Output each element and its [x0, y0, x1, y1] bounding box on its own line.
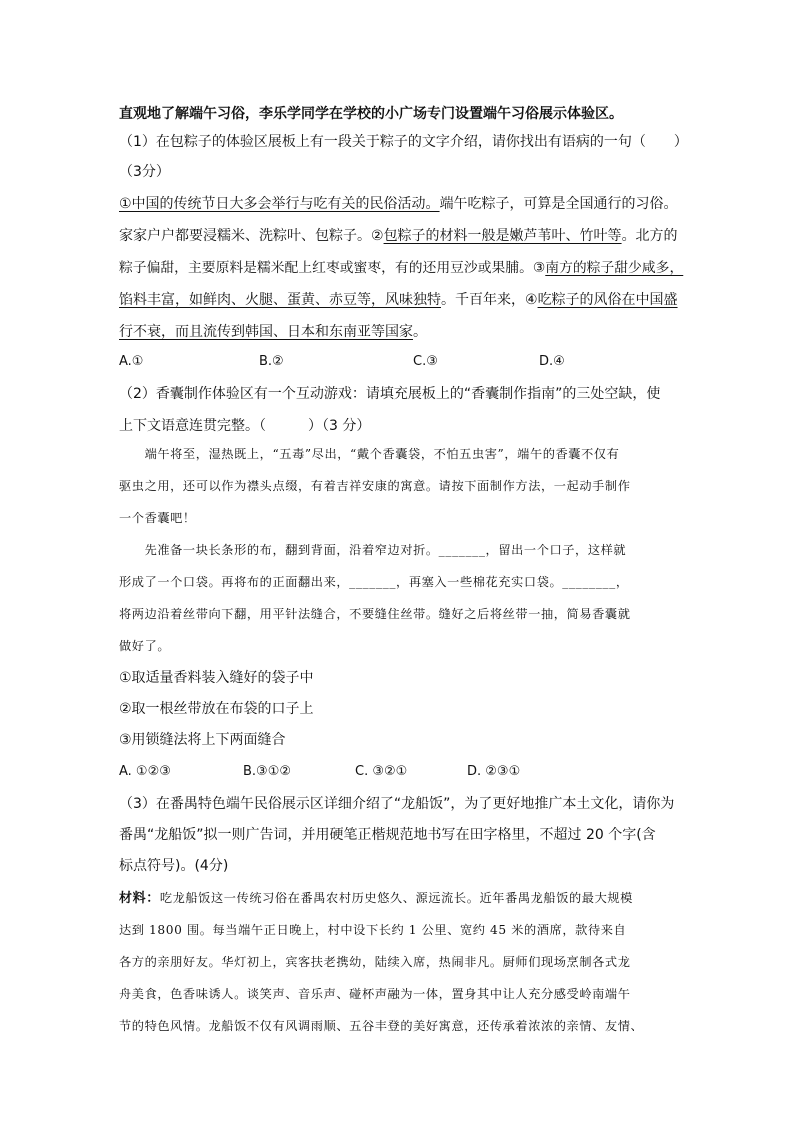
underlined-sentence-2: 包粽子的材料一般是嫩芦苇叶、竹叶等 [383, 228, 622, 244]
q2-options [119, 762, 691, 782]
q3-material-line: 节的特色风情。龙船饭不仅有风调雨顺、五谷丰登的美好寓意，还传承着浓浓的亲情、友情、 [119, 1019, 644, 1033]
material-text: 吃龙船饭这一传统习俗在番禺农村历史悠久、源远流长。近年番禺龙船饭的最大规模 [159, 891, 633, 905]
q1-option-a[interactable]: A.① [119, 354, 144, 369]
paragraph-text: 。 [413, 324, 427, 340]
q2-option-a[interactable]: A. ①②③ [119, 764, 171, 779]
q2-item-1: ①取适量香料装入缝好的袋子中 [119, 670, 314, 686]
intro-text: 直观地了解端午习俗，李乐学同学在学校的小广场专门设置端午习俗展示体验区。 [119, 106, 623, 122]
paragraph-text: 家家户户都要浸糯米、洗粽叶、包粽子。② [119, 228, 384, 244]
q2-item-2: ②取一根丝带放在布袋的口子上 [119, 701, 314, 717]
q3-stem-line3: 标点符号)。(4分) [119, 858, 229, 874]
material-label: 材料： [119, 891, 160, 906]
q1-options [119, 352, 691, 372]
q2-passage-line: 驱虫之用，还可以作为襟头点缀，有着吉祥安康的寓意。请按下面制作方法，一起动手制作 [119, 479, 631, 493]
q2-option-b[interactable]: B.③①② [243, 764, 292, 779]
q3-material-line: 舟美食，色香味诱人。谈笑声、音乐声、碰杯声融为一体，置身其中让人充分感受岭南端午 [119, 987, 631, 1001]
q2-passage-line: 一个香囊吧！ [119, 511, 196, 525]
q1-paragraph-line [119, 290, 678, 310]
paragraph-text: 粽子偏甜，主要原料是糯米配上红枣或蜜枣，有的还用豆沙或果脯。③ [119, 260, 546, 276]
q1-paragraph-line [119, 194, 678, 214]
q1-stem-line1: （1）在包粽子的体验区展板上有一段关于粽子的文字介绍，请你找出有语病的一句（ ） [119, 134, 688, 150]
underlined-sentence-4: 吃粽子的风俗在中国盛 [537, 292, 678, 308]
q2-passage-line: 将两边沿着丝带向下翻，用平针法缝合，不要缝住丝带。缝好之后将丝带一抽，简易香囊就 [119, 607, 631, 621]
paragraph-text: 。北方的 [621, 228, 678, 244]
q3-stem-line1: （3）在番禺特色端午民俗展示区详细介绍了“龙船饭”，为了更好地推广本土文化，请你为 [119, 796, 675, 812]
paragraph-text: 端午吃粽子，可算是全国通行的习俗。 [439, 196, 678, 212]
q1-paragraph-line [119, 258, 683, 278]
q1-paragraph-line [119, 322, 427, 342]
q1-paragraph-line [119, 226, 678, 246]
q3-material-line: 各方的亲朋好友。华灯初上，宾客扶老携幼，陆续入席，热闹非凡。厨师们现场烹制各式龙 [119, 955, 631, 969]
q1-option-d[interactable]: D.④ [539, 354, 565, 369]
q1-stem-line2: （3分） [119, 164, 170, 180]
q2-passage-line: 形成了一个口袋。再将布的正面翻出来，_______，再塞入一些棉花充实口袋。________， [119, 575, 629, 589]
q2-option-c[interactable]: C. ③②① [355, 764, 408, 779]
underlined-sentence-1: ①中国的传统节日大多会举行与吃有关的民俗活动。 [119, 196, 440, 212]
q3-material-line [119, 888, 633, 909]
underlined-sentence-3: 南方的粽子甜少咸多， [545, 260, 684, 276]
q2-item-3: ③用锁缝法将上下两面缝合 [119, 732, 286, 748]
q2-stem-line2: 上下文语意连贯完整。（ ）（3 分） [119, 418, 371, 434]
q3-material-line: 达到 1800 围。每当端午正日晚上，村中设下长约 1 公里、宽约 45 米的酒席，款待来自 [119, 923, 627, 937]
underlined-sentence-4-cont: 行不衰，而且流传到韩国、日本和东南亚等国家 [119, 324, 413, 340]
q2-passage-line: 端午将至，湿热既上，“五毒”尽出，“戴个香囊袋，不怕五虫害”，端午的香囊不仅有 [119, 447, 620, 461]
q1-option-b[interactable]: B.② [259, 354, 284, 369]
underlined-sentence-3-cont: 馅料丰富，如鲜肉、火腿、蛋黄、赤豆等，风味独特 [119, 292, 441, 308]
q2-stem-line1: （2）香囊制作体验区有一个互动游戏：请填充展板上的“香囊制作指南”的三处空缺，使 [119, 386, 661, 402]
q2-option-d[interactable]: D. ②③① [467, 764, 521, 779]
q1-option-c[interactable]: C.③ [413, 354, 438, 369]
q2-passage-line: 做好了。 [119, 639, 171, 653]
q2-passage-line: 先准备一块长条形的布，翻到背面，沿着窄边对折。_______，留出一个口子，这样就 [119, 543, 627, 557]
paragraph-text: 。千百年来，④ [441, 292, 538, 308]
q3-stem-line2: 番禺“龙船饭”拟一则广告词，并用硬笔正楷规范地书写在田字格里，不超过 20 个字(含 [119, 827, 656, 843]
